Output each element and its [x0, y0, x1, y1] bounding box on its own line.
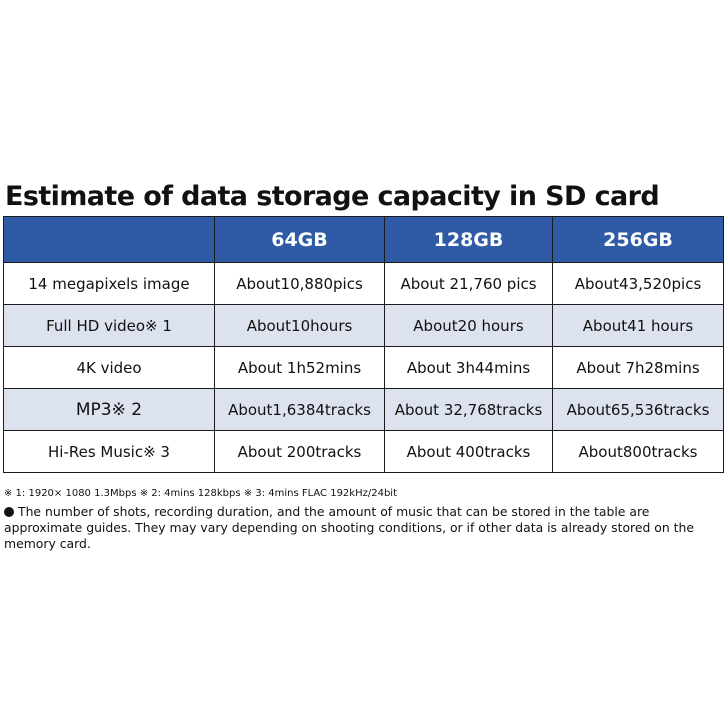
storage-capacity-table [3, 216, 724, 473]
row-label: Full HD video※ 1 [4, 305, 215, 347]
table-cell: About10,880pics [215, 263, 385, 305]
disclaimer-text: The number of shots, recording duration, and the amount of music that can be stored in the table are approximate guides. They may vary depending on shooting conditions, or if other data is already stored on the memory card. [4, 504, 694, 551]
table-cell: About10hours [215, 305, 385, 347]
header-64gb: 64GB [215, 217, 385, 263]
table-cell: About1,6384tracks [215, 389, 385, 431]
table-row [4, 263, 724, 305]
table-cell: About 7h28mins [553, 347, 724, 389]
page-title: Estimate of data storage capacity in SD card [5, 181, 660, 212]
table-cell: About65,536tracks [553, 389, 724, 431]
row-label: MP3※ 2 [4, 389, 215, 431]
table-row [4, 305, 724, 347]
table-cell: About 32,768tracks [385, 389, 553, 431]
table-cell: About 21,760 pics [385, 263, 553, 305]
table-cell: About43,520pics [553, 263, 724, 305]
footnote-disclaimer [4, 504, 720, 552]
table-row [4, 431, 724, 473]
table-header-row [4, 217, 724, 263]
table-cell: About 3h44mins [385, 347, 553, 389]
row-label: Hi-Res Music※ 3 [4, 431, 215, 473]
header-128gb: 128GB [385, 217, 553, 263]
header-corner-cell [4, 217, 215, 263]
table-cell: About 200tracks [215, 431, 385, 473]
table-cell: About 1h52mins [215, 347, 385, 389]
bullet-icon [4, 507, 14, 517]
table-row [4, 389, 724, 431]
row-label: 4K video [4, 347, 215, 389]
table-row [4, 347, 724, 389]
header-256gb: 256GB [553, 217, 724, 263]
row-label: 14 megapixels image [4, 263, 215, 305]
table-cell: About 400tracks [385, 431, 553, 473]
footnote-specs: ※ 1: 1920× 1080 1.3Mbps ※ 2: 4mins 128kbps ※ 3: 4mins FLAC 192kHz/24bit [4, 488, 397, 499]
table-cell: About800tracks [553, 431, 724, 473]
table-cell: About20 hours [385, 305, 553, 347]
table-cell: About41 hours [553, 305, 724, 347]
